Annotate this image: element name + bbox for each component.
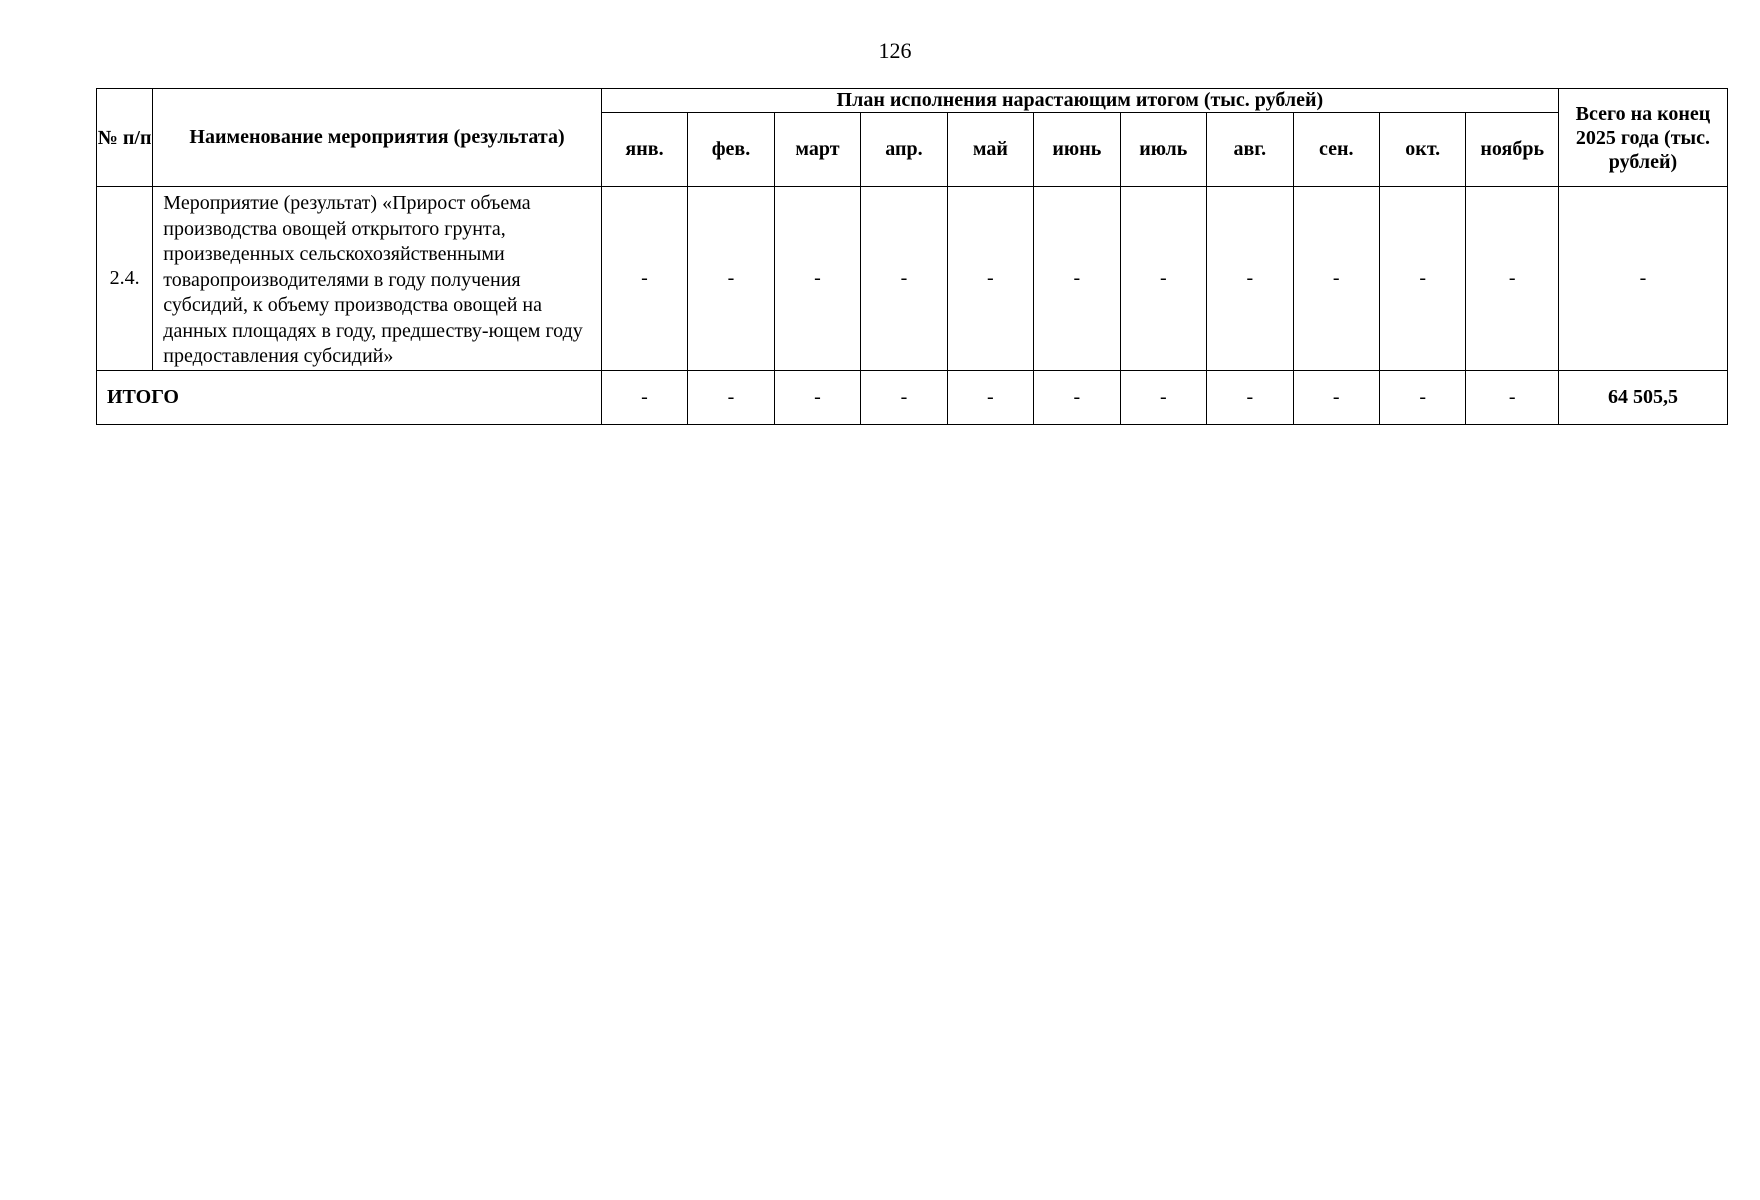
summary-value: -	[1207, 370, 1293, 424]
summary-value: -	[861, 370, 947, 424]
summary-value: -	[688, 370, 774, 424]
summary-value: -	[947, 370, 1033, 424]
row-value: -	[1379, 187, 1465, 371]
row-value: -	[1034, 187, 1120, 371]
page-number: 126	[878, 38, 912, 63]
month-header: янв.	[601, 113, 687, 187]
summary-row	[97, 370, 1728, 424]
month-header: май	[947, 113, 1033, 187]
row-value: -	[601, 187, 687, 371]
row-value: -	[1293, 187, 1379, 371]
col-name-header: Наименование мероприятия (результата)	[153, 89, 601, 187]
header-row-group	[97, 89, 1728, 113]
row-value: -	[774, 187, 860, 371]
summary-label: ИТОГО	[97, 370, 602, 424]
row-value: -	[947, 187, 1033, 371]
total-header: Всего на конец 2025 года (тыс. рублей)	[1558, 89, 1727, 187]
table-row	[97, 187, 1728, 371]
col-num-header: № п/п	[97, 89, 153, 187]
row-value: -	[1120, 187, 1206, 371]
row-name: Мероприятие (результат) «Прирост объема производства овощей открытого грунта, произведенных сельскохозяйственными товаропроизводителями в году получения субсидий, к объему производства овощей на данных площадях в году, предшеству-ющем году предоставления субсидий»	[153, 187, 601, 371]
month-header: авг.	[1207, 113, 1293, 187]
summary-value: -	[1293, 370, 1379, 424]
row-value: -	[861, 187, 947, 371]
month-header: сен.	[1293, 113, 1379, 187]
row-total: -	[1558, 187, 1727, 371]
month-header: фев.	[688, 113, 774, 187]
summary-value: -	[1466, 370, 1559, 424]
plan-table	[96, 88, 1728, 425]
row-value: -	[1466, 187, 1559, 371]
summary-value: -	[774, 370, 860, 424]
row-value: -	[688, 187, 774, 371]
month-header: окт.	[1379, 113, 1465, 187]
month-header: апр.	[861, 113, 947, 187]
row-number: 2.4.	[97, 187, 153, 371]
summary-total: 64 505,5	[1558, 370, 1727, 424]
row-value: -	[1207, 187, 1293, 371]
plan-header: План исполнения нарастающим итогом (тыс. рублей)	[601, 89, 1558, 113]
month-header: июль	[1120, 113, 1206, 187]
month-header: июнь	[1034, 113, 1120, 187]
month-header: ноябрь	[1466, 113, 1559, 187]
summary-value: -	[601, 370, 687, 424]
summary-value: -	[1120, 370, 1206, 424]
summary-value: -	[1379, 370, 1465, 424]
month-header: март	[774, 113, 860, 187]
summary-value: -	[1034, 370, 1120, 424]
